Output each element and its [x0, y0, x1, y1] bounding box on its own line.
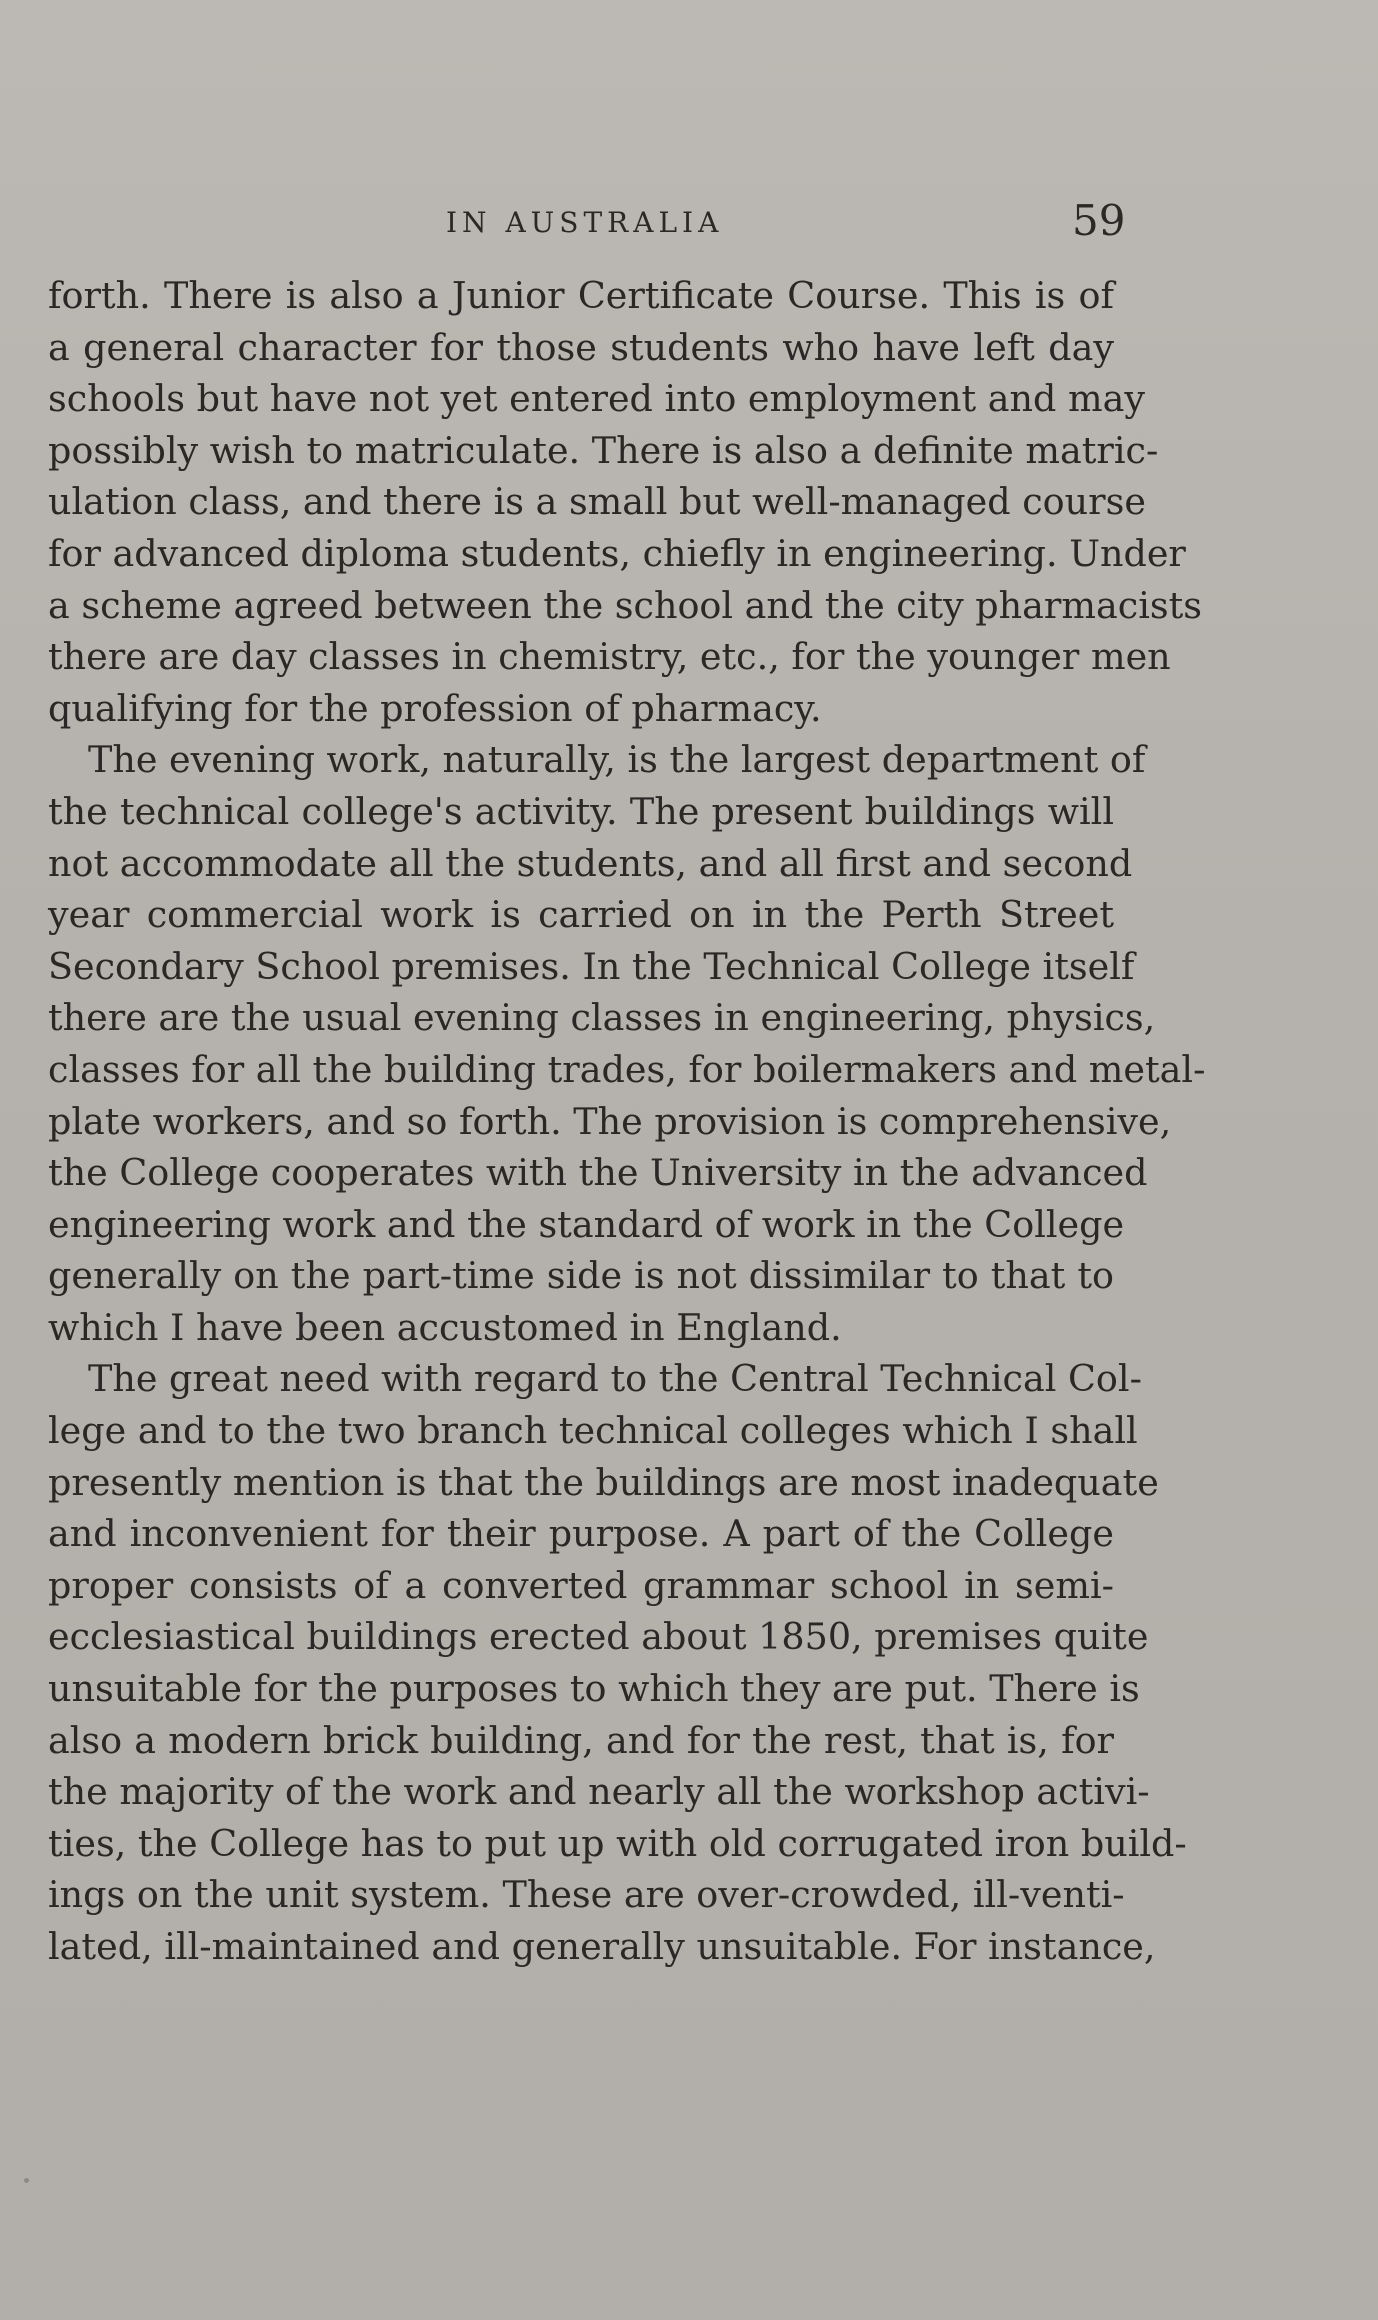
text-line: schools but have not yet entered into employment and may — [48, 377, 1145, 421]
running-head — [0, 196, 1378, 256]
body-text — [48, 270, 1206, 1973]
text-line: unsuitable for the purposes to which they are put. There is — [48, 1667, 1140, 1711]
text-line: a general character for those students who have left day — [48, 325, 1114, 369]
text-line: possibly wish to matriculate. There is also a definite matric- — [48, 428, 1159, 472]
text-line: proper consists of a converted grammar school in semi- — [48, 1563, 1114, 1607]
text-line: lated, ill-maintained and generally unsuitable. For instance, — [48, 1925, 1156, 1968]
text-line: The evening work, naturally, is the largest department of — [88, 738, 1146, 782]
text-line: Secondary School premises. In the Technical College itself — [48, 944, 1135, 988]
text-line: qualifying for the profession of pharmacy. — [48, 686, 822, 730]
text-line: engineering work and the standard of work in the College — [48, 1202, 1125, 1246]
text-line: there are day classes in chemistry, etc., for the younger men — [48, 635, 1171, 679]
text-line: a scheme agreed between the school and the city pharmacists — [48, 583, 1202, 627]
text-line: there are the usual evening classes in engineering, physics, — [48, 996, 1156, 1040]
running-title: IN AUSTRALIA — [446, 206, 724, 239]
text-line: ings on the unit system. These are over-crowded, ill-venti- — [48, 1873, 1125, 1917]
text-line: classes for all the building trades, for boilermakers and metal- — [48, 1047, 1206, 1091]
text-line: plate workers, and so forth. The provision is comprehensive, — [48, 1099, 1172, 1143]
text-line: for advanced diploma students, chiefly in engineering. Under — [48, 531, 1186, 575]
text-line: and inconvenient for their purpose. A part of the College — [48, 1512, 1114, 1556]
text-line: generally on the part-time side is not dissimilar to that to — [48, 1254, 1114, 1298]
text-line: not accommodate all the students, and all first and second — [48, 841, 1133, 885]
text-line: presently mention is that the buildings are most inadequate — [48, 1460, 1159, 1504]
page-number: 59 — [1072, 196, 1126, 245]
text-line: The great need with regard to the Central Technical Col- — [88, 1357, 1142, 1401]
text-line: the College cooperates with the University in the advanced — [48, 1151, 1148, 1195]
text-line: the majority of the work and nearly all the workshop activi- — [48, 1770, 1150, 1814]
text-line: ecclesiastical buildings erected about 1850, premises quite — [48, 1615, 1149, 1659]
text-line: year commercial work is carried on in the Perth Street — [48, 893, 1114, 937]
text-line: ulation class, and there is a small but well-managed course — [48, 480, 1146, 524]
text-line: the technical college's activity. The present buildings will — [48, 789, 1114, 833]
text-line: also a modern brick building, and for the rest, that is, for — [48, 1718, 1114, 1762]
text-line: which I have been accustomed in England. — [48, 1305, 842, 1349]
text-line: ties, the College has to put up with old corrugated iron build- — [48, 1821, 1187, 1865]
text-line: lege and to the two branch technical colleges which I shall — [48, 1409, 1138, 1453]
text-line: forth. There is also a Junior Certificate Course. This is of — [48, 274, 1114, 317]
paper-speck — [24, 2178, 29, 2183]
